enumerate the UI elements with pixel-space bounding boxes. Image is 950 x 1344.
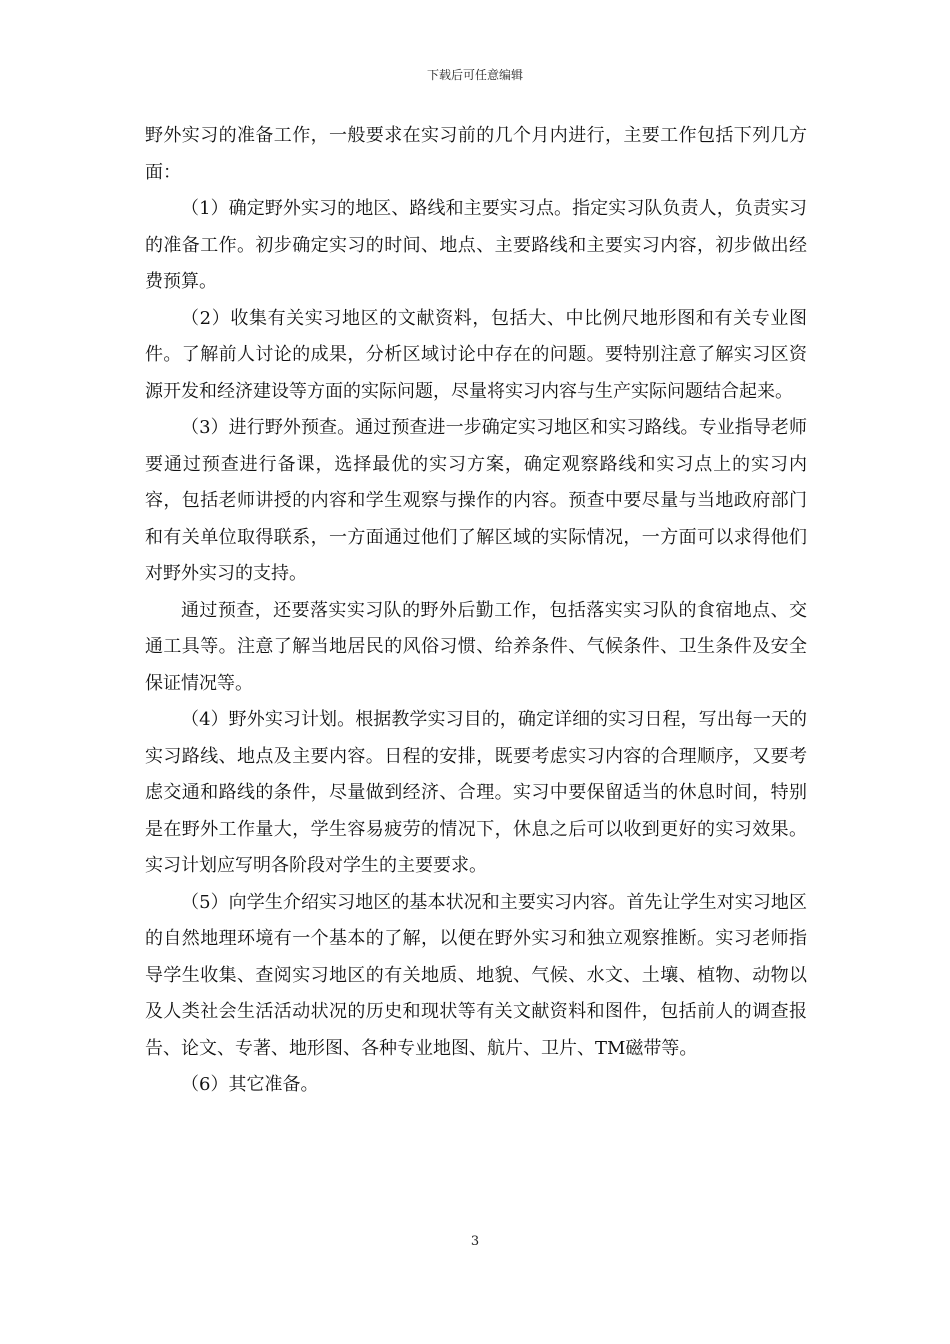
paragraph-logistics: 通过预查，还要落实实习队的野外后勤工作，包括落实实习队的食宿地点、交通工具等。注意了解当地居民的风俗习惯、给养条件、气候条件、卫生条件及安全保证情况等。: [145, 599, 807, 694]
paragraph-item-4: （4）野外实习计划。根据教学实习目的，确定详细的实习日程，写出每一天的实习路线、地点及主要内容。日程的安排，既要考虑实习内容的合理顺序，又要考虑交通和路线的条件，尽量做到经济、合理。实习中要保留适当的休息时间，特别是在野外工作量大，学生容易疲劳的情况下，休息之后可以收到更好的实习效果。实习计划应写明各阶段对学生的主要要求。: [145, 709, 807, 876]
paragraph-item-6: （6）其它准备。: [181, 1074, 319, 1095]
paragraph-item-3: （3）进行野外预查。通过预查进一步确定实习地区和实习路线。专业指导老师要通过预查进行备课，选择最优的实习方案，确定观察路线和实习点上的实习内容，包括老师讲授的内容和学生观察与操作的内容。预查中要尽量与当地政府部门和有关单位取得联系，一方面通过他们了解区域的实际情况，一方面可以求得他们对野外实习的支持。: [145, 417, 807, 584]
document-body: [145, 118, 807, 1104]
page-number: 3: [470, 1234, 480, 1249]
paragraph-item-5: （5）向学生介绍实习地区的基本状况和主要实习内容。首先让学生对实习地区的自然地理环境有一个基本的了解，以便在野外实习和独立观察推断。实习老师指导学生收集、查阅实习地区的有关地质、地貌、气候、水文、土壤、植物、动物以及人类社会生活活动状况的历史和现状等有关文献资料和图件，包括前人的调查报告、论文、专著、地形图、各种专业地图、航片、卫片、TM磁带等。: [145, 891, 807, 1059]
paragraph-item-2: （2）收集有关实习地区的文献资料，包括大、中比例尺地形图和有关专业图件。了解前人讨论的成果，分析区域讨论中存在的问题。要特别注意了解实习区资源开发和经济建设等方面的实际问题，尽量将实习内容与生产实际问题结合起来。: [145, 307, 807, 402]
paragraph-item-1: （1）确定野外实习的地区、路线和主要实习点。指定实习队负责人，负责实习的准备工作。初步确定实习的时间、地点、主要路线和主要实习内容，初步做出经费预算。: [145, 198, 807, 292]
page-header: 下载后可任意编辑: [426, 68, 523, 82]
paragraph-intro: 野外实习的准备工作，一般要求在实习前的几个月内进行，主要工作包括下列几方面：: [145, 125, 807, 183]
